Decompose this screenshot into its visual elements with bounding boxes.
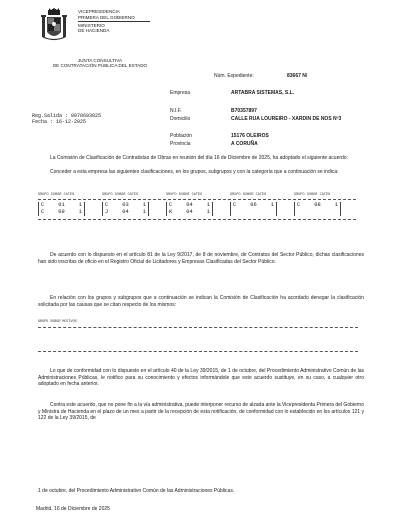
grupo: C	[297, 202, 301, 208]
subgrupo: 04	[122, 209, 129, 215]
paragraph-conceder: Conceder a esta empresa las siguientes clasificaciones, en los grupos, subgrupos y con la categoría que a continuación se indica:	[50, 169, 339, 175]
classification-row	[41, 209, 84, 216]
poblacion-label: Población	[170, 133, 192, 139]
classification-row	[169, 209, 212, 216]
ministry-line-4: DE HACIENDA	[78, 28, 110, 34]
grupo: C	[105, 202, 109, 208]
classification-grid	[38, 193, 358, 243]
grupo: C	[41, 202, 45, 208]
subgrupo: 08	[314, 202, 321, 208]
grid-top-rule	[38, 199, 356, 200]
categoria: 1	[142, 209, 146, 215]
junta-line-1: JUNTA CONSULTIVA	[77, 58, 123, 63]
categoria: 1	[78, 209, 82, 215]
categoria: 1	[206, 209, 210, 215]
denied-headers: GRUPO SUBGR MOTIVOS	[38, 320, 77, 324]
classification-row	[297, 202, 340, 209]
domicilio-label: Domicilio	[170, 116, 191, 122]
classification-box	[102, 202, 149, 216]
grid-header: GRUPO SUBGR CATEG	[294, 193, 331, 197]
categoria: 1	[270, 202, 274, 208]
grid-header: GRUPO SUBGR CATEG	[166, 193, 203, 197]
grid-header: GRUPO SUBGR CATEG	[38, 193, 75, 197]
classification-box	[294, 202, 341, 216]
paragraph-recurso: Contra este acuerdo, que no pone fin a la vía administrativa, puede interponer recurso de alzada ante la Vicepresidenta Primera del Gobierno y Ministra de Hacienda en el plazo de un mes a partir de la recepción de esta notificación, de conformidad con lo establecido en los artículos 121 y 122 de la Ley 39/2015, de	[38, 402, 364, 422]
spain-coat-of-arms-icon	[40, 8, 68, 44]
grupo: C	[233, 202, 237, 208]
paragraph-denegacion: En relación con los grupos y subgrupos que a continuación se indican la Comisión de Clasificación ha acordado denegar la clasificación solicitada por las causas que se citan respecto de los mismos:	[38, 295, 364, 308]
grid-header: GRUPO SUBGR CATEG	[102, 193, 139, 197]
expediente-label: Núm. Expediente:	[214, 73, 254, 79]
categoria: 1	[78, 202, 82, 208]
subgrupo: 06	[250, 202, 257, 208]
poblacion-value: 15176 OLEIROS	[231, 133, 269, 139]
classification-box	[166, 202, 213, 216]
classification-row	[169, 202, 212, 209]
classification-box	[38, 202, 85, 216]
categoria: 1	[142, 202, 146, 208]
ministry-line-1: VICEPRESIDENCIA	[78, 9, 120, 14]
expediente-value: 83667 N/	[287, 73, 308, 79]
subgrupo: 03	[122, 202, 129, 208]
grupo: J	[105, 209, 109, 215]
nif-label: N.I.F.	[170, 108, 182, 114]
subgrupo: 04	[186, 202, 193, 208]
denied-bottom-rule	[38, 351, 358, 352]
categoria: 1	[334, 202, 338, 208]
footer-continuation: 1 de octubre, del Procedimiento Administrativo Común de las Administraciones Públicas.	[38, 488, 235, 494]
subgrupo: 04	[186, 209, 193, 215]
grupo: K	[169, 209, 173, 215]
provincia-label: Provincia	[170, 141, 191, 147]
classification-row	[233, 202, 276, 209]
paragraph-acuerdo: La Comisión de Clasificación de Contratistas de Obras en reunión del día 16 de Diciembre de 2025, ha adoptado el siguiente acuerdo:	[50, 155, 348, 161]
grid-header: GRUPO SUBGR CATEG	[230, 193, 267, 197]
ministry-line-3: MINISTERIO	[78, 22, 105, 28]
denied-top-rule	[38, 327, 358, 328]
subgrupo: 09	[58, 209, 65, 215]
provincia-value: A CORUÑA	[231, 141, 258, 147]
empresa-label: Empresa	[170, 90, 191, 96]
grupo: C	[41, 209, 45, 215]
ministry-block	[78, 9, 150, 34]
junta-line-2: DE CONTRATACIÓN PÚBLICA DEL ESTADO	[52, 63, 148, 69]
nif-value: B70357897	[231, 108, 257, 114]
grid-boxes	[38, 202, 358, 216]
grid-bottom-rule	[38, 219, 356, 220]
junta-consultiva-heading	[40, 58, 160, 69]
classification-box	[230, 202, 277, 216]
paragraph-inscripcion: De acuerdo con lo dispuesto en el artículo 81 de la Ley 9/2017, de 8 de noviembre, de Contratos del Sector Público, dichas clasificaciones han sido inscritas de oficio en el Registro Oficial de Licitadores y Empresas Clasificadas del Sector Público.	[38, 252, 364, 265]
empresa-value: ARTABRA SISTEMAS, S.L.	[231, 90, 295, 96]
categoria: 1	[206, 202, 210, 208]
registro-salida-block	[32, 113, 101, 126]
grupo: C	[169, 202, 173, 208]
paragraph-notificacion: Lo que de conformidad con lo dispuesto en el artículo 40 de la Ley 39/2015, de 1 de octubre, del Procedimiento Administrativo Común de las Administraciones Públicas, le notifico para su conocimiento y efectos informándole que este acuerdo sustituye, en su caso, a cualquier otro adoptado en fecha anterior.	[38, 368, 364, 388]
registro-fecha: Fecha : 16-12-2025	[32, 119, 87, 126]
ministry-line-2: PRIMERA DEL GOBIERNO	[78, 14, 135, 20]
classification-row	[41, 202, 84, 209]
registro-salida: Reg.Salida : 0078693025	[32, 113, 102, 119]
ministry-divider	[78, 21, 150, 22]
signature-date: Madrid, 16 de Diciembre de 2025	[36, 506, 110, 512]
domicilio-value: CALLE RUA LOUREIRO - XARDIN DE NOS Nº3	[231, 116, 342, 122]
classification-row	[105, 209, 148, 216]
subgrupo: 01	[58, 202, 65, 208]
grid-headers	[38, 193, 358, 197]
classification-row	[105, 202, 148, 209]
